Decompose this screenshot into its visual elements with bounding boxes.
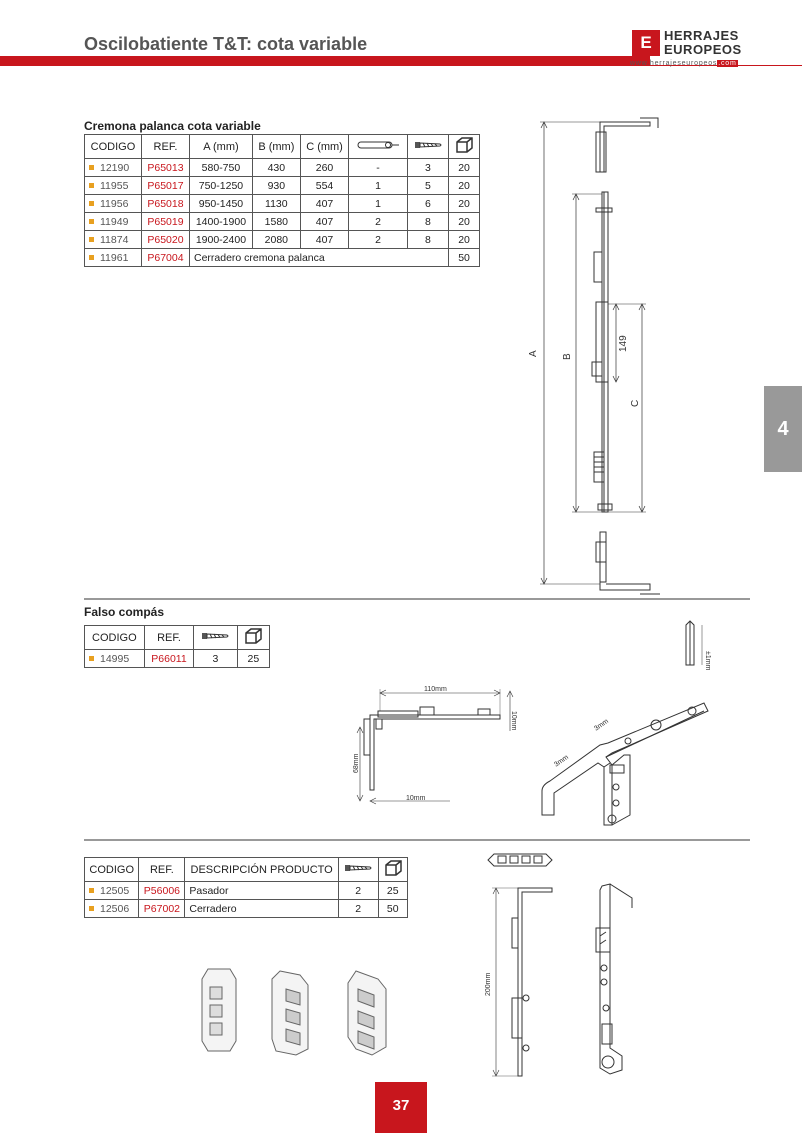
col-screw-icon <box>194 626 237 650</box>
keeper-renders <box>196 965 396 1065</box>
col-codigo: CODIGO <box>85 858 139 882</box>
bolt-icon <box>355 138 401 152</box>
screw-icon <box>413 139 443 151</box>
box-icon <box>383 859 403 877</box>
table-row: 11955 P65017 750-1250 930 554 1 5 20 <box>85 177 480 195</box>
falso-compas-table <box>84 625 270 668</box>
table-row: 12506 P67002 Cerradero 2 50 <box>85 900 408 918</box>
col-screw-icon <box>338 858 378 882</box>
page-number: 37 <box>375 1082 427 1133</box>
dim-110mm: 110mm <box>424 686 447 693</box>
section-title-cremona: Cremona palanca cota variable <box>84 119 261 133</box>
table-header-row <box>85 858 408 882</box>
col-b: B (mm) <box>252 135 300 159</box>
box-icon <box>243 627 263 645</box>
dim-3mm-b: 3mm <box>593 717 610 733</box>
section-divider <box>84 598 750 600</box>
page-title: Oscilobatiente T&T: cota variable <box>84 34 368 54</box>
col-screw-icon <box>407 135 448 159</box>
dim-10mm-vertical: 10mm <box>510 711 517 731</box>
col-a: A (mm) <box>189 135 252 159</box>
screw-icon <box>200 630 230 642</box>
col-ref: REF. <box>139 858 185 882</box>
header-bar <box>0 56 650 65</box>
cremona-table <box>84 134 480 267</box>
dim-10mm-horizontal: 10mm <box>406 795 426 802</box>
col-descripcion: DESCRIPCIÓN PRODUCTO <box>185 858 339 882</box>
table-row: 11949 P65019 1400-1900 1580 407 2 8 20 <box>85 213 480 231</box>
col-c: C (mm) <box>300 135 349 159</box>
dim-a-label: A <box>528 350 539 357</box>
dim-200mm: 200mm <box>485 972 492 996</box>
section-title-falso-compas: Falso compás <box>84 605 165 619</box>
logo-url: www.herrajeseuropeos.com <box>630 60 737 67</box>
table-row: 11956 P65018 950-1450 1130 407 1 6 20 <box>85 195 480 213</box>
table-header-row <box>85 135 480 159</box>
section-divider <box>84 839 750 841</box>
dim-c-label: C <box>630 399 641 407</box>
chapter-tab: 4 <box>764 386 802 472</box>
col-codigo: CODIGO <box>85 626 145 650</box>
table-row: 11874 P65020 1900-2400 2080 407 2 8 20 <box>85 231 480 249</box>
pasador-drawing <box>482 848 642 1083</box>
col-ref: REF. <box>144 626 194 650</box>
table-row: 11961 P67004 Cerradero cremona palanca 50 <box>85 249 480 267</box>
col-box-icon <box>378 858 407 882</box>
dim-3mm-a: 3mm <box>553 753 570 769</box>
box-icon <box>454 136 474 154</box>
logo-line-2: EUROPEOS <box>664 42 742 57</box>
table-header-row <box>85 626 270 650</box>
dim-149-label: 149 <box>618 335 629 352</box>
dim-68mm: 68mm <box>353 753 360 773</box>
dim-b-label: B <box>562 353 573 360</box>
col-codigo: CODIGO <box>85 135 142 159</box>
logo-line-1: HERRAJES <box>664 28 739 43</box>
dim-1mm: ±1mm <box>704 651 711 671</box>
table-row: 12190 P65013 580-750 430 260 - 3 20 <box>85 159 480 177</box>
cremona-drawing <box>520 112 670 597</box>
col-box-icon <box>449 135 480 159</box>
col-ref: REF. <box>141 135 189 159</box>
falso-compas-drawing <box>353 615 740 835</box>
logo-mark: E <box>632 30 660 56</box>
table-row: 12505 P56006 Pasador 2 25 <box>85 882 408 900</box>
brand-logo <box>630 28 750 72</box>
table-row: 14995 P66011 3 25 <box>85 650 270 668</box>
col-bolt-icon <box>349 135 407 159</box>
col-box-icon <box>237 626 269 650</box>
pasador-table <box>84 857 408 918</box>
screw-icon <box>343 862 373 874</box>
